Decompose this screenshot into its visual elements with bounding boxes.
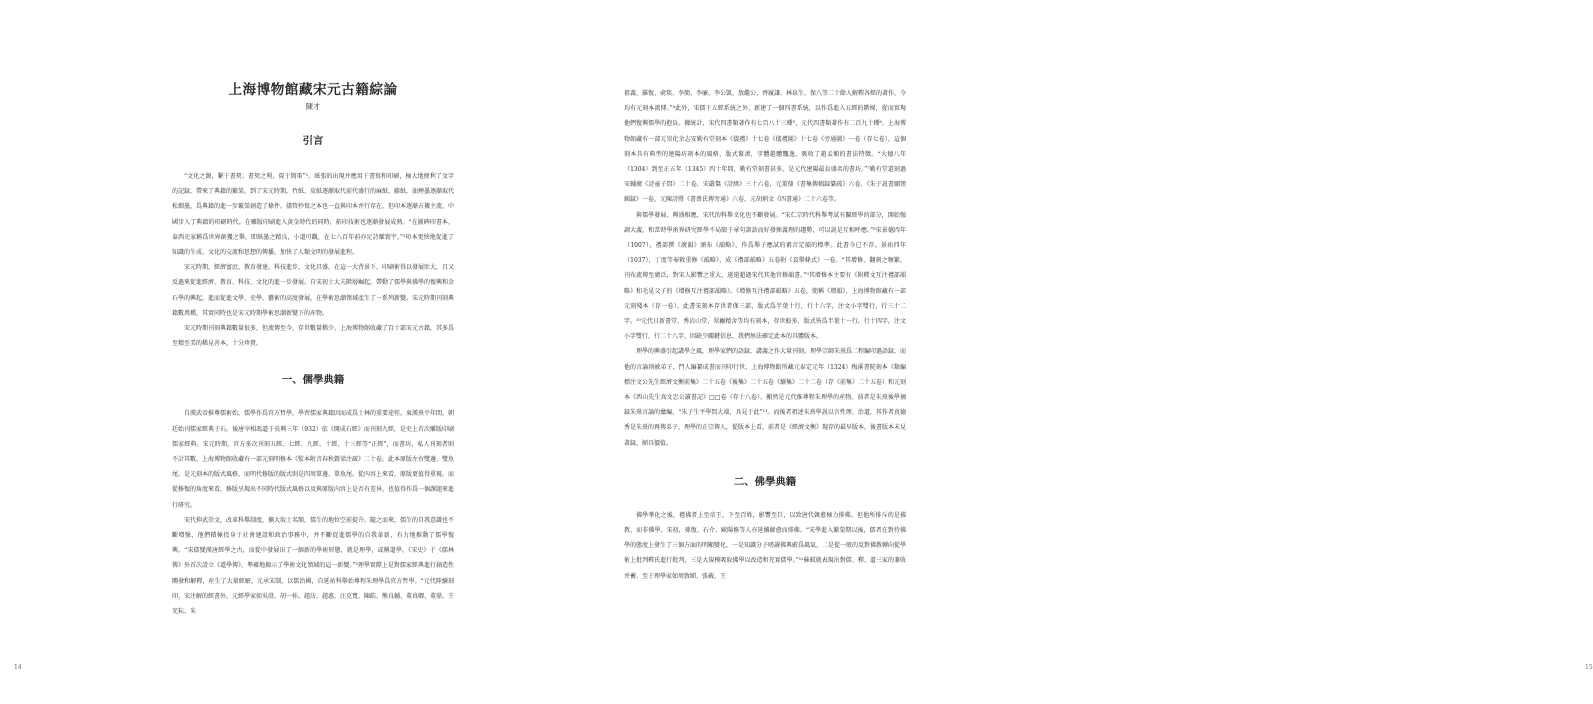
intro-paragraph-2: 宋元時期，經濟富庶，教育發達，科技進步，文化昌盛。在這一大背景下，印刷術得以發展壯大，且又反過來促進經濟、教育、科技、文化的進一步發展。自宋初士大夫階層崛起，帶動了儒學與佛學的復興和金石學的興起，進而促進文學、史學、藝術的高度發展，在學術思潮領域產生了一系列新變。宋元時期刊刻典籍數萬種，其實同時也是宋元時期學術思潮新變下的産物。 bbox=[172, 264, 455, 317]
right-column bbox=[624, 86, 906, 584]
left-column bbox=[172, 78, 454, 619]
intro-paragraph-3: 宋元時期刊刻典籍數量很多，但流傳至今，存世數量稀少。上海博物館收藏了百十部宋元古籍，其多爲至精至美的稀見善本，十分珍貴。 bbox=[172, 325, 455, 348]
buddhist-paragraph-1: 佛學華化之後，禮佛者上至帝王，下至百姓，影響至巨，以致唐代韓愈極力排佛。但他所排斥的是佛教，而非佛學。宋初，孫復、石介、歐陽修等人亦延續韓愈而排佛。“宋學進入繁榮期以後，儒者在對待佛學的態度上發生了三個方面的明顯變化，一是知識分子嗜讀佛典蔚爲風氣，二是從一般的反對佛教轉向從學術上批判釋氏進行批判，三是大規模吸取佛學以改造和充實儒學。”¹²蘇軾就表現出對儒、釋、道三家的兼收并蓄。至于理學家如周敦頤、張載、王 bbox=[624, 511, 907, 580]
left-page bbox=[0, 0, 540, 704]
article-author: 陳才 bbox=[305, 102, 321, 111]
exam-culture-paragraph: 與儒學發展、興盛相應，宋代的科舉文化也不斷發展。“宋仁宗時代科舉考試有關經學的部分，開始强調大義，和當時學術界研究經學不局限于章句訓詁而好發揮義理的趨勢，可以説是互相呼應。”⁸宋景德四年（1007），禮部撰《廣韻》頒布《韻略》，作爲舉子應試的審音定韻的標準。此書今已不存。景祐四年（1037），丁度等奉敕重修《韻略》，成《禮部韻略》五卷附《貢舉條式》一卷。“其增修、翻刻之頻繁，刊布流傳至廣泛，對宋人影響之重大，遠遠超過宋代其他官修韻書。”⁹其增修本主要有《附釋文互注禮部韻略》和毛晃父子的《增修互注禮部韻略》。《增修互注禮部韻略》五卷，簡稱《增韻》，上海博物館藏有一部元刻殘本（存一卷）。此書宋刻本存世者僅三部，版式爲半葉十行，行十六字，注文小字雙行，行三十二字。¹⁰元代日新書堂、秀岩山堂、翠巖精舍等均有刻本，存世較多，版式皆爲半葉十一行，行十四字，注文小字雙行，行二十八字，因缺少關鍵信息，我們無法確定此本的具體版本。 bbox=[624, 211, 906, 341]
section-heading-buddhist: 二、佛學典籍 bbox=[733, 475, 797, 488]
neo-confucian-paragraph: 理學的興盛引起講學之風，理學家們的語録、講義之作大量刊刻。理學宗師朱熹爲二程編印過語録，而他的言論則被弟子、門人編纂成書而刊印行世，上海博物館所藏元泰定元年（1324）梅溪書院刻本《類編標注文公先生經濟文衡前集》二十五卷《後集》二十五卷《續集》二十二卷（存《前集》二十五卷）和元刻本《西山先生真文忠公讀書記》□□卷（存十八卷），顯然是元代推尊程朱理學的産物。前者是朱熹後學摘録朱熹言論的彙編，“朱子生平學問大端，具見于此”¹¹。而後者祖述朱熹學説以言性理、治道，其作者真德秀是朱熹的再傳弟子、理學的正宗傳人，從版本上看，前者是《經濟文衡》現存的最早版本，後書版本未見著録，頗具價值。 bbox=[624, 348, 907, 447]
confucian-paragraph-1: 自漢武帝推尊儒術始，儒學作爲官方哲學，學習儒家典籍因而成爲士林的重要途徑。東漢熹平年間，朝廷始刊儒家經典于石。後唐宰相馮道于長興三年（932）依《開成石經》而刊刻九經，是史上首次雕版印刷儒家經典。宋元時期，官方多次刊刻五經、七經、九經、十經、十三經等“正經”，而書坊、私人刊刻者則不計其數。上海博物館收藏有一部元刻明修本《監本附音春秋穀梁注疏》二十卷。此本原版左右雙邊、雙魚尾，是元刻本的版式風格，而明代修版的版式則是四周單邊、單魚尾。從內容上來看，原版更值得重視。而從修復的角度來看，修版呈現出不同時代版式風格以及與原版內容上是否有差异，也值得作爲一個課題來進行研究。 bbox=[172, 410, 455, 509]
section-heading-intro: 引言 bbox=[302, 135, 324, 147]
article-title: 上海博物館藏宋元古籍綜論 bbox=[228, 82, 398, 98]
confucian-paragraph-2: 宋代抑武崇文，改革科舉制度，擴大取士名額，儒生的地位空前提升。隨之而來，儒生的自我意識也不斷增强，他們積極投身于社會建設和政治事務中，并不斷促進儒學的自我革新，有力地推動了儒學復興。“宋儒變漢唐經學之古，而從中發展出了一個新的學術形態，就是理學，或稱道學。《宋史》于《儒林傳》外首次設立《道學傳》，準確地揭示了學術文化領域的這一新變。”³理學實際上是對儒家經典進行創造性闡發和解釋，産生了大量經解。元承宋制，以儒治國，自延祐科舉始尊程朱理學爲官方哲學。“元代陸續刻印，宋注解的經書外，元經學家如吳澄、胡一桂、趙汸、趙惠、汪克寬、陳皓、熊良輔、董真卿、董鼎、王充耘、朱 bbox=[172, 516, 455, 616]
section-heading-confucian: 一、儒學典籍 bbox=[281, 374, 345, 387]
page-number-right: 15 bbox=[1585, 664, 1593, 671]
continued-paragraph: 祖義、羅復、俞琰、李簡、李廉、李公凱、敖繼公、齊履謙、林泉生、保八等二十餘人解釋各經的著作，今均有元刻本流傳。”⁴此外，宋儒于五經系統之外，新建了一個四書系統，以作爲進入五經的階梯，從而實現他們復興儒學的抱負。據統計，宋代四書類著作有七百八十三種⁵，元代四書類著作有二百九十種⁶。上海博物館藏有一部元崇化余志安勤有堂刻本《儀禮》十七卷《儀禮圖》十七卷《旁通圖》一卷（存七卷），這個刻本具有典型的建陽坊刻本的風格，版式緊湊，字體趙體飄逸，吸收了趙孟頫的書法特徵。“大德八年（1304）到至正五年（1345）四十年間，勤有堂刻書甚多，是元代建陽最負盛名的書坊。”⁷勤有堂還刻過宋輔廣《詩童子問》二十卷，宋嚴粲《詩緝》三十六卷，元董鼎《書集傳輯録纂疏》六卷、《朱子説書綱領輯録》一卷，元陳詩將《書蔡氏傳旁通》六卷，元胡炳文《四書通》二十六卷等。 bbox=[624, 90, 907, 204]
page-number-left: 14 bbox=[14, 664, 22, 671]
intro-paragraph-1: “文化之源，繫于書契；書契之利，資于簡策”¹。紙張的出現并應用于書寫和印刷，極大地便利了文字的記録，帶來了典籍的繁榮。到了宋元時期，竹紙、皮紙逐漸取代前代盛行的麻紙、藤紙，油煙墨逐漸取代松烟墨，爲典籍的進一步繁榮創造了條件。儘管抄寫之本也一直與印本并行存在，但印本逐漸占據主流，中國步入了典籍的印刷時代。在雕版印刷進入黄金時代的同時，拓印技術也逐漸發展成熟。“在圖碑印書本，泰西史家稱爲世界創獲之舉，即紙墨之精良，小道可觀，在七八百年前亦足詩耀寰宇。”²印本更快地促進了知識的生成、文化的交流和思想的傳播，加快了人類文明的發展進程。 bbox=[172, 173, 455, 257]
right-page bbox=[540, 0, 1593, 704]
